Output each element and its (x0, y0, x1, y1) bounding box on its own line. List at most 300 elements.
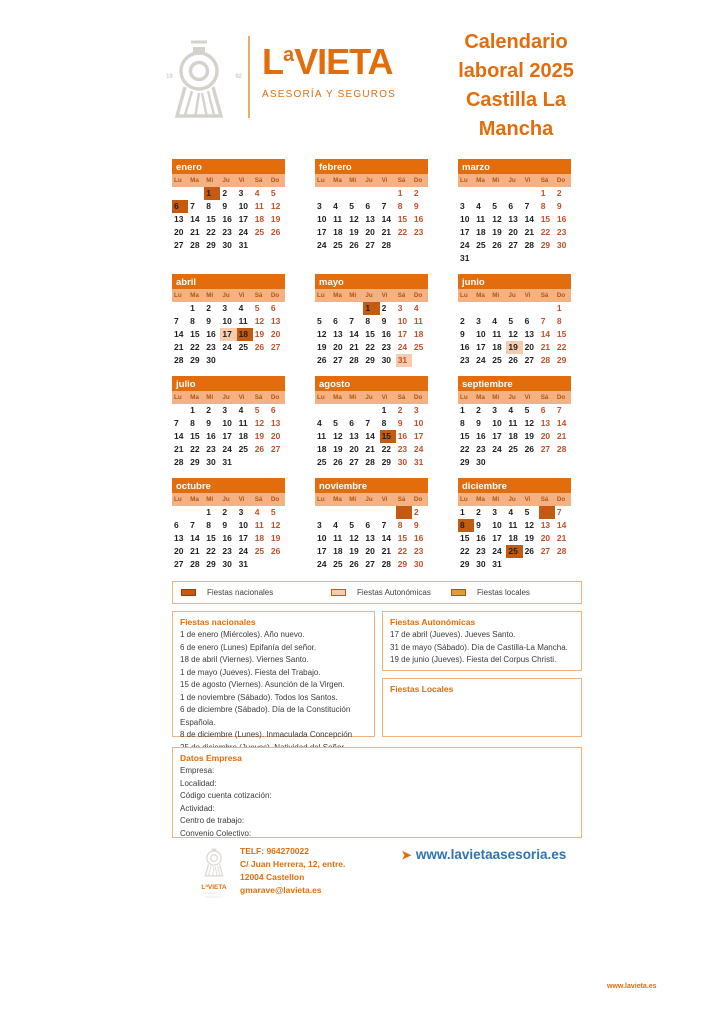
weekday-header: Sá (253, 493, 269, 506)
date-cell-septiembre-7: 7 (556, 405, 562, 415)
date-cell-marzo-27: 27 (508, 240, 518, 250)
date-cell-diciembre-21: 21 (556, 533, 567, 543)
weekday-header: Vi (380, 289, 396, 302)
date-cell-agosto-31: 31 (413, 457, 424, 467)
empty-cell (363, 404, 379, 417)
date-cell-junio-8: 8 (556, 316, 562, 326)
date-cell-noviembre-19: 19 (349, 546, 359, 556)
date-cell-julio-1: 1 (190, 405, 195, 415)
date-cell-mayo-17: 17 (397, 329, 408, 339)
date-cell-octubre-4: 4 (254, 507, 260, 517)
month-febrero (315, 159, 428, 252)
date-cell-enero-7: 7 (190, 201, 195, 211)
website-url[interactable]: www.lavietaasesoria.es (415, 847, 567, 862)
text-line: 6 de diciembre (Sábado). Día de la Constitución Española. (180, 705, 351, 727)
weekday-header: Ma (188, 493, 204, 506)
weekday-header: Ma (188, 174, 204, 187)
date-cell-febrero-1: 1 (397, 188, 403, 198)
date-cell-enero-11: 11 (254, 201, 264, 211)
weekday-header: Sá (539, 391, 555, 404)
date-cell-febrero-12: 12 (349, 214, 359, 224)
date-cell-abril-26: 26 (254, 342, 265, 352)
date-cell-mayo-23: 23 (381, 342, 392, 352)
weekday-header: Sá (396, 289, 412, 302)
date-cell-septiembre-29: 29 (460, 457, 470, 467)
date-cell-agosto-1: 1 (381, 405, 387, 415)
date-cell-agosto-27: 27 (349, 457, 359, 467)
weekday-header: Do (269, 493, 285, 506)
date-cell-septiembre-18: 18 (508, 431, 518, 441)
corner-website-link[interactable]: www.lavieta.es (607, 983, 657, 990)
date-cell-mayo-30: 30 (381, 355, 392, 365)
date-cell-enero-9: 9 (222, 201, 228, 211)
weekday-header: Mi (347, 174, 363, 187)
date-cell-marzo-14: 14 (524, 214, 535, 224)
date-cell-enero-26: 26 (270, 227, 281, 237)
weekday-header: Lu (315, 493, 331, 506)
date-cell-febrero-11: 11 (333, 214, 343, 224)
date-cell-diciembre-5: 5 (524, 507, 530, 517)
page-title (432, 28, 600, 144)
email[interactable]: gmarave@lavieta.es (240, 885, 322, 895)
date-cell-octubre-22: 22 (206, 546, 216, 556)
empty-cell (539, 302, 555, 315)
datos-empresa-list (180, 765, 574, 840)
date-cell-abril-22: 22 (190, 342, 200, 352)
date-cell-diciembre-30: 30 (476, 559, 486, 569)
empty-cell (331, 404, 347, 417)
date-cell-septiembre-8: 8 (460, 418, 465, 428)
date-cell-mayo-2: 2 (381, 303, 387, 313)
date-cell-diciembre-23: 23 (476, 546, 486, 556)
date-cell-septiembre-6: 6 (540, 405, 546, 415)
weekday-header: Ju (363, 391, 379, 404)
brand-subtitle: ASESORÍA Y SEGUROS (262, 89, 397, 100)
website-link[interactable] (401, 846, 566, 864)
date-cell-febrero-20: 20 (365, 227, 375, 237)
box-fiestas-nacionales (172, 611, 375, 737)
date-cell-enero-25: 25 (254, 227, 265, 237)
weekday-header: Ju (506, 289, 522, 302)
date-cell-julio-13: 13 (270, 418, 281, 428)
date-cell-julio-2: 2 (206, 405, 212, 415)
weekday-header: Vi (523, 174, 539, 187)
date-cell-diciembre-7: 7 (556, 507, 562, 517)
month-septiembre (458, 376, 571, 469)
date-cell-junio-18: 18 (492, 342, 502, 352)
date-cell-agosto-9: 9 (397, 418, 403, 428)
date-cell-mayo-25: 25 (413, 342, 424, 352)
empty-cell (506, 187, 522, 200)
month-grid-febrero (315, 174, 428, 252)
weekday-header: Do (412, 493, 428, 506)
text-line: Localidad: (180, 778, 217, 788)
text-line: 19 de junio (Jueves). Fiesta del Corpus Christi. (390, 655, 557, 664)
text-line: 8 de diciembre (Lunes). Inmaculada Concepción (180, 730, 353, 739)
date-cell-diciembre-22: 22 (460, 546, 470, 556)
date-cell-diciembre-29: 29 (460, 559, 470, 569)
empty-cell (331, 187, 347, 200)
date-cell-abril-8: 8 (190, 316, 195, 326)
date-cell-diciembre-2: 2 (476, 507, 481, 517)
date-cell-diciembre-3: 3 (492, 507, 498, 517)
weekday-header: Mi (490, 391, 506, 404)
weekday-header: Lu (172, 174, 188, 187)
weekday-header: Do (555, 391, 571, 404)
month-grid-septiembre (458, 391, 571, 469)
date-cell-mayo-6: 6 (333, 316, 338, 326)
date-cell-marzo-5: 5 (492, 201, 498, 211)
date-cell-febrero-6: 6 (365, 201, 371, 211)
date-cell-abril-30: 30 (206, 355, 216, 365)
weekday-header: Ju (363, 174, 379, 187)
legend-item-national (181, 588, 331, 597)
date-cell-noviembre-8: 8 (397, 520, 403, 530)
date-cell-marzo-26: 26 (492, 240, 502, 250)
date-cell-julio-24: 24 (222, 444, 232, 454)
date-cell-mayo-3: 3 (397, 303, 403, 313)
date-cell-octubre-13: 13 (174, 533, 184, 543)
date-cell-noviembre-23: 23 (413, 546, 424, 556)
date-cell-mayo-27: 27 (333, 355, 343, 365)
weekday-header: Ju (506, 391, 522, 404)
date-cell-octubre-7: 7 (190, 520, 195, 530)
legend-label: Fiestas nacionales (207, 588, 274, 597)
date-cell-junio-17: 17 (476, 342, 486, 352)
weekday-header: Do (555, 174, 571, 187)
header-divider (248, 36, 250, 118)
date-cell-febrero-4: 4 (333, 201, 338, 211)
month-title-octubre: octubre (172, 478, 285, 493)
header (168, 28, 600, 144)
date-cell-abril-23: 23 (206, 342, 216, 352)
date-cell-septiembre-25: 25 (508, 444, 518, 454)
date-cell-abril-5: 5 (254, 303, 260, 313)
date-cell-diciembre-4: 4 (508, 507, 514, 517)
date-cell-abril-19: 19 (254, 329, 265, 339)
date-cell-enero-20: 20 (174, 227, 184, 237)
date-cell-enero-16: 16 (222, 214, 232, 224)
date-cell-diciembre-19: 19 (524, 533, 535, 543)
date-cell-mayo-7: 7 (349, 316, 355, 326)
weekday-header: Lu (458, 289, 474, 302)
box-title: Datos Empresa (180, 753, 242, 763)
date-cell-junio-9: 9 (460, 329, 465, 339)
weekday-header: Lu (458, 391, 474, 404)
date-cell-julio-21: 21 (174, 444, 184, 454)
weekday-header: Lu (315, 174, 331, 187)
date-cell-noviembre-5: 5 (349, 520, 355, 530)
weekday-header: Sá (396, 391, 412, 404)
empty-cell (506, 302, 522, 315)
date-cell-octubre-19: 19 (270, 533, 281, 543)
date-cell-diciembre-31: 31 (492, 559, 502, 569)
date-cell-marzo-7: 7 (524, 201, 530, 211)
date-cell-octubre-6: 6 (174, 520, 179, 530)
date-cell-enero-14: 14 (190, 214, 200, 224)
text-line: Empresa: (180, 766, 215, 775)
empty-cell (315, 302, 331, 315)
date-cell-septiembre-4: 4 (508, 405, 514, 415)
date-cell-julio-30: 30 (206, 457, 216, 467)
date-cell-agosto-28: 28 (365, 457, 375, 467)
date-cell-marzo-21: 21 (524, 227, 535, 237)
date-cell-diciembre-9: 9 (476, 520, 481, 530)
date-cell-noviembre-1: 1 (396, 506, 412, 519)
date-cell-septiembre-14: 14 (556, 418, 567, 428)
date-cell-abril-20: 20 (270, 329, 281, 339)
date-cell-abril-11: 11 (238, 316, 248, 326)
date-cell-marzo-28: 28 (524, 240, 535, 250)
empty-cell (380, 506, 396, 519)
date-cell-febrero-21: 21 (381, 227, 392, 237)
date-cell-octubre-8: 8 (206, 520, 212, 530)
weekday-header: Ju (506, 493, 522, 506)
date-cell-marzo-2: 2 (556, 188, 562, 198)
weekday-header: Sá (253, 391, 269, 404)
weekday-header: Mi (347, 391, 363, 404)
date-cell-junio-11: 11 (492, 329, 502, 339)
weekday-header: Ma (331, 493, 347, 506)
date-cell-mayo-31: 31 (396, 354, 412, 367)
weekday-header: Mi (204, 391, 220, 404)
legend-item-autonomic (331, 588, 451, 597)
empty-cell (331, 506, 347, 519)
date-cell-octubre-2: 2 (222, 507, 228, 517)
date-cell-diciembre-13: 13 (540, 520, 551, 530)
date-cell-agosto-3: 3 (413, 405, 419, 415)
date-cell-febrero-22: 22 (397, 227, 408, 237)
month-grid-agosto (315, 391, 428, 469)
month-grid-junio (458, 289, 571, 367)
empty-cell (347, 404, 363, 417)
date-cell-noviembre-3: 3 (317, 520, 322, 530)
empty-cell (315, 506, 331, 519)
date-cell-febrero-17: 17 (317, 227, 327, 237)
date-cell-mayo-22: 22 (365, 342, 375, 352)
legend-swatch-autonomic-icon (331, 589, 346, 596)
empty-cell (315, 404, 331, 417)
date-cell-mayo-1: 1 (363, 302, 379, 315)
weekday-header: Do (269, 289, 285, 302)
date-cell-noviembre-17: 17 (317, 546, 327, 556)
month-enero (172, 159, 285, 252)
date-cell-septiembre-28: 28 (556, 444, 567, 454)
weekday-header: Do (555, 493, 571, 506)
empty-cell (347, 187, 363, 200)
month-title-agosto: agosto (315, 376, 428, 391)
weekday-header: Mi (347, 493, 363, 506)
arrow-icon: ➤ (401, 848, 412, 862)
box-title: Fiestas Locales (390, 684, 454, 694)
date-cell-junio-5: 5 (508, 316, 514, 326)
contact-block (240, 845, 345, 897)
date-cell-enero-19: 19 (270, 214, 281, 224)
empty-cell (331, 302, 347, 315)
date-cell-abril-17: 17 (220, 328, 236, 341)
empty-cell (474, 187, 490, 200)
date-cell-mayo-20: 20 (333, 342, 343, 352)
date-cell-enero-3: 3 (238, 188, 244, 198)
legend-item-local (451, 588, 573, 597)
date-cell-noviembre-26: 26 (349, 559, 359, 569)
date-cell-junio-10: 10 (476, 329, 486, 339)
holiday-boxes (172, 611, 582, 737)
weekday-header: Sá (539, 174, 555, 187)
date-cell-junio-21: 21 (540, 342, 551, 352)
date-cell-septiembre-22: 22 (460, 444, 470, 454)
month-title-marzo: marzo (458, 159, 571, 174)
date-cell-marzo-29: 29 (540, 240, 551, 250)
box-datos-empresa (172, 747, 582, 838)
date-cell-julio-11: 11 (238, 418, 248, 428)
empty-cell (490, 302, 506, 315)
date-cell-junio-15: 15 (556, 329, 567, 339)
month-grid-marzo (458, 174, 571, 265)
date-cell-noviembre-28: 28 (381, 559, 392, 569)
weekday-header: Lu (172, 493, 188, 506)
brand-block (262, 41, 397, 100)
date-cell-junio-27: 27 (524, 355, 535, 365)
date-cell-junio-26: 26 (508, 355, 518, 365)
weekday-header: Lu (172, 391, 188, 404)
date-cell-julio-20: 20 (270, 431, 281, 441)
date-cell-septiembre-19: 19 (524, 431, 535, 441)
date-cell-julio-3: 3 (222, 405, 228, 415)
date-cell-marzo-3: 3 (460, 201, 465, 211)
empty-cell (474, 302, 490, 315)
date-cell-diciembre-27: 27 (540, 546, 551, 556)
date-cell-mayo-29: 29 (365, 355, 375, 365)
weekday-header: Ju (220, 391, 236, 404)
date-cell-octubre-17: 17 (238, 533, 249, 543)
phone: TELF: 964270022 (240, 846, 309, 856)
date-cell-mayo-16: 16 (381, 329, 392, 339)
month-grid-enero (172, 174, 285, 252)
weekday-header: Ma (188, 391, 204, 404)
date-cell-diciembre-25: 25 (506, 545, 522, 558)
date-cell-mayo-14: 14 (349, 329, 359, 339)
date-cell-enero-17: 17 (238, 214, 249, 224)
date-cell-agosto-5: 5 (333, 418, 338, 428)
date-cell-febrero-28: 28 (381, 240, 392, 250)
date-cell-agosto-11: 11 (317, 431, 326, 441)
empty-cell (523, 302, 539, 315)
date-cell-mayo-5: 5 (317, 316, 322, 326)
weekday-header: Vi (380, 493, 396, 506)
empty-cell (523, 187, 539, 200)
month-title-abril: abril (172, 274, 285, 289)
date-cell-enero-1: 1 (204, 187, 220, 200)
date-cell-abril-29: 29 (190, 355, 200, 365)
date-cell-agosto-13: 13 (349, 431, 359, 441)
date-cell-julio-5: 5 (254, 405, 260, 415)
date-cell-abril-24: 24 (222, 342, 232, 352)
date-cell-agosto-18: 18 (317, 444, 327, 454)
date-cell-noviembre-30: 30 (413, 559, 424, 569)
date-cell-octubre-16: 16 (222, 533, 232, 543)
date-cell-mayo-26: 26 (317, 355, 327, 365)
month-junio (458, 274, 571, 367)
date-cell-junio-14: 14 (540, 329, 551, 339)
weekday-header: Ma (188, 289, 204, 302)
title-line-1: Calendario (464, 31, 568, 53)
date-cell-abril-10: 10 (222, 316, 232, 326)
date-cell-octubre-5: 5 (270, 507, 276, 517)
date-cell-agosto-14: 14 (365, 431, 375, 441)
date-cell-diciembre-11: 11 (508, 520, 518, 530)
date-cell-agosto-26: 26 (333, 457, 343, 467)
date-cell-julio-19: 19 (254, 431, 265, 441)
date-cell-diciembre-28: 28 (556, 546, 567, 556)
date-cell-noviembre-29: 29 (397, 559, 408, 569)
date-cell-julio-6: 6 (270, 405, 276, 415)
weekday-header: Ju (220, 289, 236, 302)
date-cell-junio-19: 19 (506, 341, 522, 354)
legend-label: Fiestas Autonómicas (357, 588, 431, 597)
date-cell-julio-25: 25 (238, 444, 249, 454)
date-cell-noviembre-13: 13 (365, 533, 375, 543)
weekday-header: Ju (363, 493, 379, 506)
weekday-header: Ma (331, 391, 347, 404)
date-cell-diciembre-24: 24 (492, 546, 502, 556)
date-cell-septiembre-20: 20 (540, 431, 551, 441)
weekday-header: Sá (539, 493, 555, 506)
date-cell-julio-8: 8 (190, 418, 195, 428)
train-logo-icon-small (201, 845, 227, 879)
date-cell-septiembre-11: 11 (508, 418, 518, 428)
month-abril (172, 274, 285, 367)
weekday-header: Lu (315, 391, 331, 404)
text-line: Actividad: (180, 803, 215, 813)
date-cell-septiembre-23: 23 (476, 444, 486, 454)
logo-year-right: 92 (235, 74, 242, 80)
fiestas-nacionales-list (180, 629, 367, 754)
weekday-header: Sá (539, 289, 555, 302)
date-cell-julio-14: 14 (174, 431, 184, 441)
date-cell-marzo-23: 23 (556, 227, 567, 237)
weekday-header: Vi (237, 493, 253, 506)
empty-cell (363, 187, 379, 200)
date-cell-marzo-25: 25 (476, 240, 486, 250)
date-cell-febrero-26: 26 (349, 240, 359, 250)
date-cell-agosto-17: 17 (413, 431, 424, 441)
date-cell-abril-16: 16 (206, 329, 216, 339)
date-cell-junio-6: 6 (524, 316, 530, 326)
date-cell-mayo-18: 18 (413, 329, 424, 339)
date-cell-noviembre-25: 25 (333, 559, 343, 569)
date-cell-octubre-1: 1 (206, 507, 212, 517)
date-cell-mayo-10: 10 (397, 316, 408, 326)
date-cell-diciembre-14: 14 (556, 520, 567, 530)
date-cell-julio-29: 29 (190, 457, 200, 467)
empty-cell (347, 302, 363, 315)
date-cell-abril-25: 25 (238, 342, 249, 352)
date-cell-enero-6: 6 (172, 200, 188, 213)
date-cell-febrero-18: 18 (333, 227, 343, 237)
empty-cell (458, 187, 474, 200)
weekday-header: Ma (474, 493, 490, 506)
date-cell-junio-16: 16 (460, 342, 470, 352)
date-cell-diciembre-1: 1 (460, 507, 465, 517)
date-cell-junio-22: 22 (556, 342, 567, 352)
date-cell-abril-3: 3 (222, 303, 228, 313)
date-cell-marzo-20: 20 (508, 227, 518, 237)
date-cell-junio-2: 2 (460, 316, 465, 326)
date-cell-agosto-12: 12 (333, 431, 343, 441)
date-cell-febrero-2: 2 (413, 188, 419, 198)
date-cell-junio-4: 4 (492, 316, 498, 326)
